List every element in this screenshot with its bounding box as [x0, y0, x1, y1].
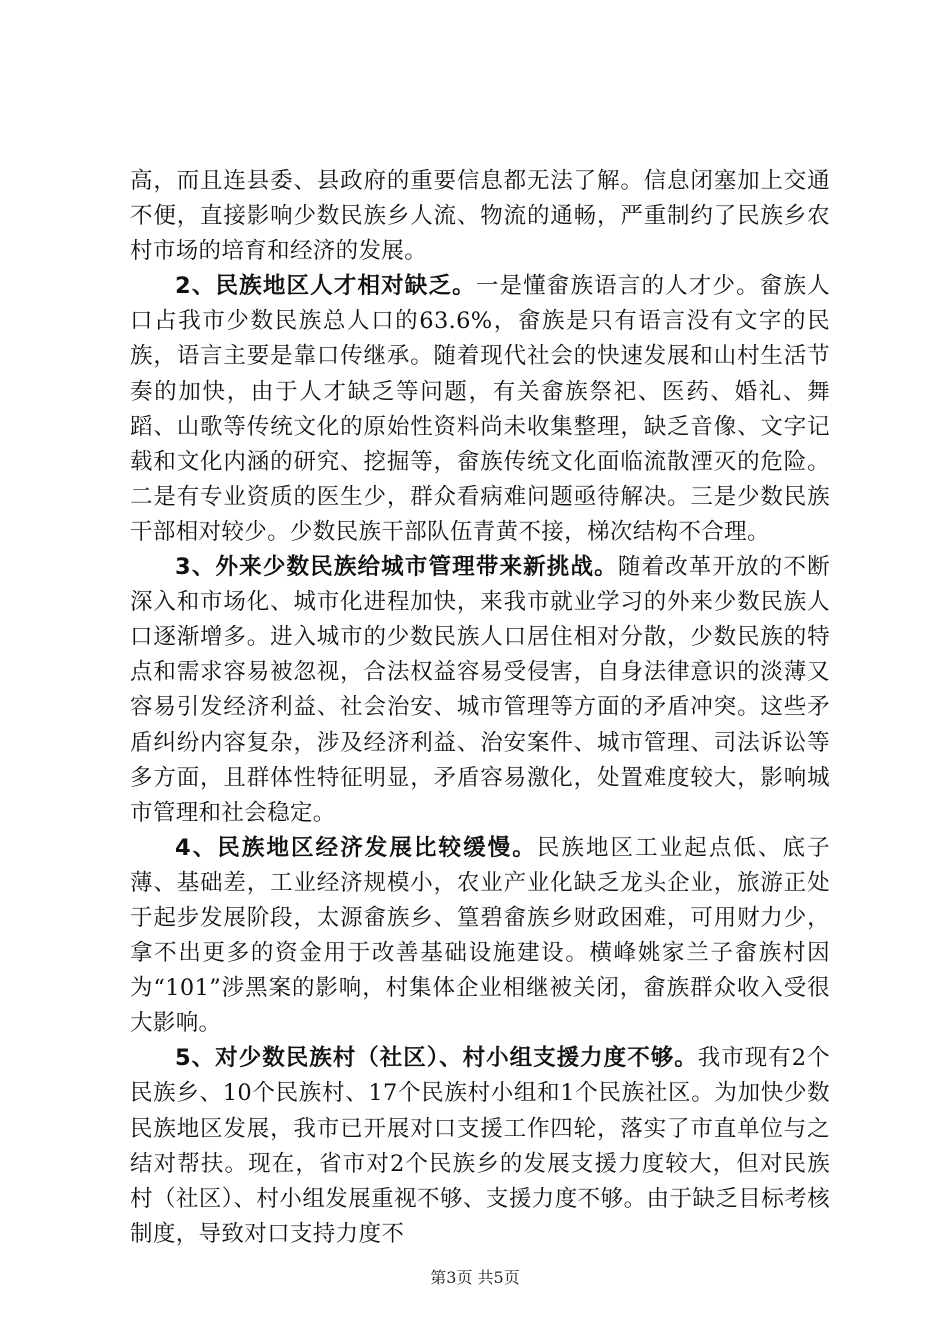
paragraph-text: 高，而且连县委、县政府的重要信息都无法了解。信息闭塞加上交通不便，直接影响少数民族乡人流、物流的通畅，严重制约了民族乡农村市场的培育和经济的发展。 [130, 168, 830, 265]
paragraph-continuation [130, 164, 830, 269]
paragraph-talent-shortage [130, 269, 830, 550]
page-footer [0, 1268, 950, 1288]
paragraph-urban-management [130, 550, 830, 831]
paragraph-text: 我市现有2个民族乡、10个民族村、17个民族村小组和1个民族社区。为加快少数民族地区发展，我市已开展对口支援工作四轮，落实了市直单位与之结对帮扶。现在，省市对2个民族乡的发展支援力度较大，但对民族村（社区）、村小组发展重视不够、支援力度不够。由于缺乏目标考核制度，导致对口支持力度不 [130, 1045, 830, 1247]
page-number-label: 第3页 共5页 [430, 1268, 520, 1287]
paragraph-economic-development [130, 831, 830, 1042]
paragraph-heading: 4、民族地区经济发展比较缓慢。 [175, 834, 537, 861]
paragraph-heading: 2、民族地区人才相对缺乏。 [175, 273, 476, 300]
paragraph-text: 一是懂畲族语言的人才少。畲族人口占我市少数民族总人口的63.6%，畲族是只有语言没有文字的民族，语言主要是靠口传继承。随着现代社会的快速发展和山村生活节奏的加快，由于人才缺乏等问题，有关畲族祭祀、医药、婚礼、舞蹈、山歌等传统文化的原始性资料尚未收集整理，缺乏音像、文字记载和文化内涵的研究、挖掘等，畲族传统文化面临流散湮灭的危险。二是有专业资质的医生少，群众看病难问题亟待解决。三是少数民族干部相对较少。少数民族干部队伍青黄不接，梯次结构不合理。 [130, 273, 830, 545]
paragraph-heading: 5、对少数民族村（社区）、村小组支援力度不够。 [175, 1045, 698, 1072]
paragraph-support-insufficient [130, 1041, 830, 1252]
document-body [130, 164, 830, 1252]
paragraph-text: 民族地区工业起点低、底子薄、基础差，工业经济规模小，农业产业化缺乏龙头企业，旅游正处于起步发展阶段，太源畲族乡、篁碧畲族乡财政困难，可用财力少，拿不出更多的资金用于改善基础设施建设。横峰姚家兰子畲族村因为“101”涉黑案的影响，村集体企业相继被关闭，畲族群众收入受很大影响。 [130, 834, 831, 1037]
paragraph-text: 随着改革开放的不断深入和市场化、城市化进程加快，来我市就业学习的外来少数民族人口逐渐增多。进入城市的少数民族人口居住相对分散，少数民族的特点和需求容易被忽视，合法权益容易受侵害，自身法律意识的淡薄又容易引发经济利益、社会治安、城市管理等方面的矛盾冲突。这些矛盾纠纷内容复杂，涉及经济利益、治安案件、城市管理、司法诉讼等多方面，且群体性特征明显，矛盾容易激化，处置难度较大，影响城市管理和社会稳定。 [130, 554, 830, 826]
paragraph-heading: 3、外来少数民族给城市管理带来新挑战。 [175, 554, 618, 581]
